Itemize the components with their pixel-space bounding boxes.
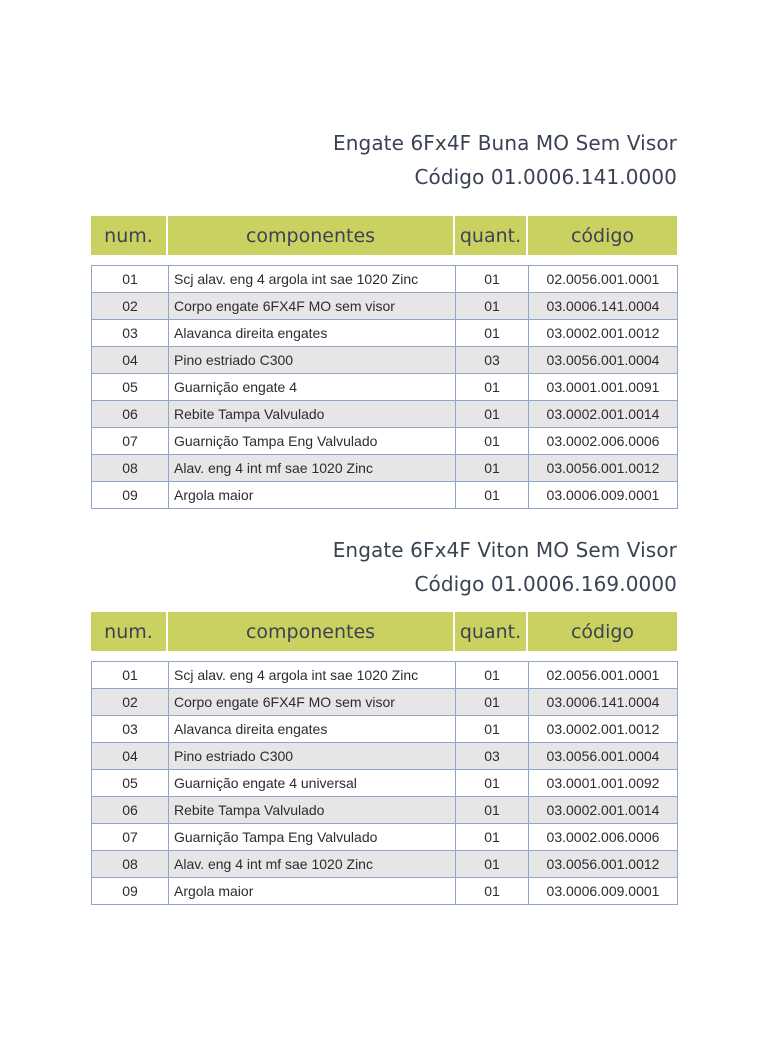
- table-row: [92, 266, 678, 293]
- row-quantity: 01: [456, 662, 529, 689]
- table-row: [92, 878, 678, 905]
- row-description: Argola maior: [169, 482, 456, 509]
- row-num: 08: [92, 455, 169, 482]
- row-description: Alav. eng 4 int mf sae 1020 Zinc: [169, 455, 456, 482]
- row-num: 05: [92, 770, 169, 797]
- row-code: 03.0002.006.0006: [529, 824, 678, 851]
- row-quantity: 01: [456, 428, 529, 455]
- row-num: 08: [92, 851, 169, 878]
- product-title: Engate 6Fx4F Viton MO Sem Visor: [332, 538, 677, 562]
- row-code: 02.0056.001.0001: [529, 266, 678, 293]
- table-row: [92, 824, 678, 851]
- table-row: [92, 716, 678, 743]
- table-row: [92, 374, 678, 401]
- row-num: 07: [92, 428, 169, 455]
- row-num: 09: [92, 482, 169, 509]
- row-quantity: 03: [456, 743, 529, 770]
- row-quantity: 01: [456, 716, 529, 743]
- table-row: [92, 770, 678, 797]
- header-num: num.: [91, 216, 168, 255]
- table-row: [92, 662, 678, 689]
- row-quantity: 01: [456, 878, 529, 905]
- product-code: Código 01.0006.141.0000: [414, 165, 677, 189]
- row-description: Alavanca direita engates: [169, 716, 456, 743]
- row-quantity: 01: [456, 797, 529, 824]
- row-num: 04: [92, 347, 169, 374]
- row-quantity: 01: [456, 824, 529, 851]
- row-description: Scj alav. eng 4 argola int sae 1020 Zinc: [169, 662, 456, 689]
- parts-table: [91, 265, 678, 509]
- row-code: 03.0002.001.0014: [529, 401, 678, 428]
- row-code: 03.0002.006.0006: [529, 428, 678, 455]
- row-code: 03.0006.009.0001: [529, 482, 678, 509]
- row-quantity: 01: [456, 851, 529, 878]
- row-quantity: 01: [456, 455, 529, 482]
- parts-table-body: [92, 266, 678, 509]
- table-row: [92, 851, 678, 878]
- row-quantity: 01: [456, 689, 529, 716]
- row-quantity: 01: [456, 401, 529, 428]
- table-row: [92, 482, 678, 509]
- row-num: 01: [92, 662, 169, 689]
- row-description: Rebite Tampa Valvulado: [169, 401, 456, 428]
- row-description: Alavanca direita engates: [169, 320, 456, 347]
- row-num: 03: [92, 320, 169, 347]
- product-code: Código 01.0006.169.0000: [414, 572, 677, 596]
- row-quantity: 01: [456, 320, 529, 347]
- row-num: 03: [92, 716, 169, 743]
- table-row: [92, 455, 678, 482]
- table-row: [92, 401, 678, 428]
- parts-table-body: [92, 662, 678, 905]
- table-row: [92, 347, 678, 374]
- header-code: código: [528, 612, 677, 651]
- row-code: 03.0006.141.0004: [529, 689, 678, 716]
- header-num: num.: [91, 612, 168, 651]
- row-code: 03.0056.001.0004: [529, 347, 678, 374]
- row-description: Corpo engate 6FX4F MO sem visor: [169, 293, 456, 320]
- product-title: Engate 6Fx4F Buna MO Sem Visor: [333, 131, 677, 155]
- row-quantity: 01: [456, 293, 529, 320]
- row-code: 03.0002.001.0014: [529, 797, 678, 824]
- row-num: 01: [92, 266, 169, 293]
- row-code: 03.0056.001.0004: [529, 743, 678, 770]
- row-num: 06: [92, 797, 169, 824]
- table-header: [91, 216, 677, 255]
- table-row: [92, 743, 678, 770]
- parts-table: [91, 661, 678, 905]
- row-quantity: 01: [456, 266, 529, 293]
- row-code: 03.0001.001.0092: [529, 770, 678, 797]
- row-code: 03.0001.001.0091: [529, 374, 678, 401]
- row-description: Corpo engate 6FX4F MO sem visor: [169, 689, 456, 716]
- row-code: 03.0056.001.0012: [529, 851, 678, 878]
- table-row: [92, 320, 678, 347]
- row-quantity: 01: [456, 770, 529, 797]
- row-num: 07: [92, 824, 169, 851]
- row-code: 03.0056.001.0012: [529, 455, 678, 482]
- row-num: 06: [92, 401, 169, 428]
- row-description: Argola maior: [169, 878, 456, 905]
- header-qty: quant.: [455, 612, 528, 651]
- row-description: Pino estriado C300: [169, 347, 456, 374]
- row-quantity: 01: [456, 482, 529, 509]
- header-code: código: [528, 216, 677, 255]
- row-description: Guarnição Tampa Eng Valvulado: [169, 824, 456, 851]
- row-quantity: 01: [456, 374, 529, 401]
- table-row: [92, 293, 678, 320]
- row-num: 04: [92, 743, 169, 770]
- row-description: Guarnição Tampa Eng Valvulado: [169, 428, 456, 455]
- table-header: [91, 612, 677, 651]
- row-num: 05: [92, 374, 169, 401]
- row-description: Guarnição engate 4: [169, 374, 456, 401]
- row-description: Rebite Tampa Valvulado: [169, 797, 456, 824]
- header-components: componentes: [168, 612, 455, 651]
- row-quantity: 03: [456, 347, 529, 374]
- row-code: 03.0002.001.0012: [529, 320, 678, 347]
- table-row: [92, 797, 678, 824]
- row-code: 02.0056.001.0001: [529, 662, 678, 689]
- row-code: 03.0006.009.0001: [529, 878, 678, 905]
- header-qty: quant.: [455, 216, 528, 255]
- row-description: Pino estriado C300: [169, 743, 456, 770]
- row-num: 09: [92, 878, 169, 905]
- row-code: 03.0006.141.0004: [529, 293, 678, 320]
- row-description: Alav. eng 4 int mf sae 1020 Zinc: [169, 851, 456, 878]
- header-components: componentes: [168, 216, 455, 255]
- row-num: 02: [92, 293, 169, 320]
- row-description: Scj alav. eng 4 argola int sae 1020 Zinc: [169, 266, 456, 293]
- row-description: Guarnição engate 4 universal: [169, 770, 456, 797]
- row-code: 03.0002.001.0012: [529, 716, 678, 743]
- table-row: [92, 428, 678, 455]
- row-num: 02: [92, 689, 169, 716]
- table-row: [92, 689, 678, 716]
